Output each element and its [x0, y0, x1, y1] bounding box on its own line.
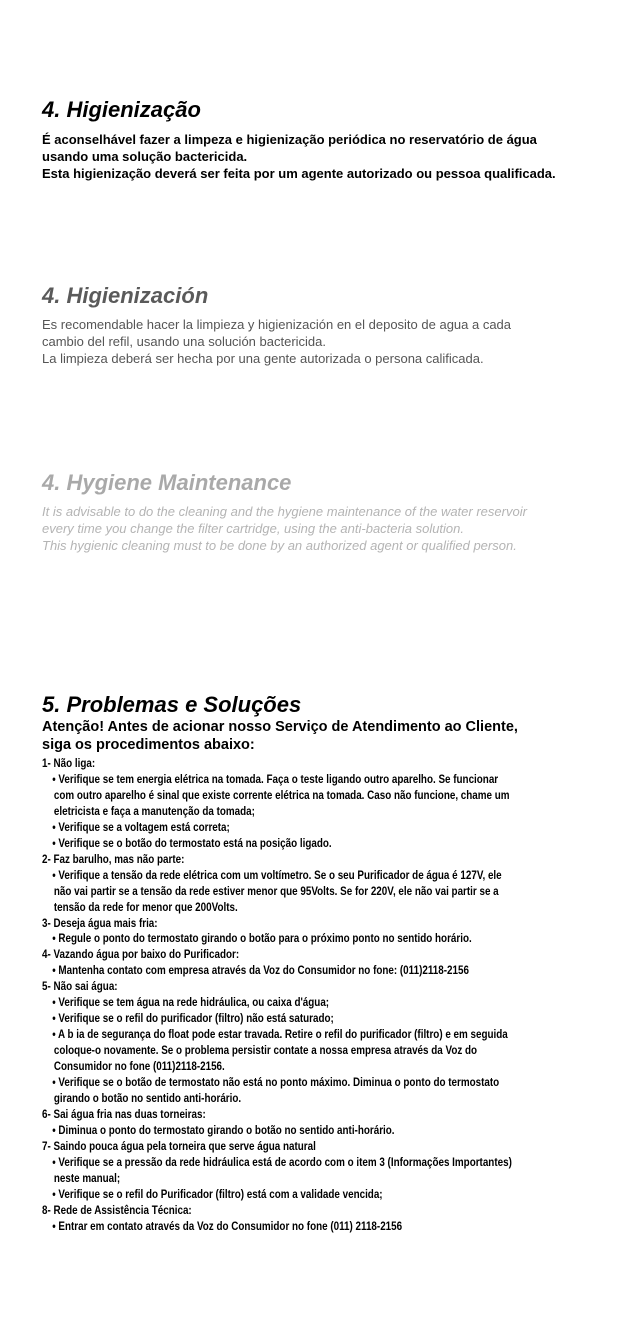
problem-item [42, 756, 586, 852]
problem-heading: 5- Não sai água: [42, 980, 118, 994]
text-line: every time you change the filter cartridge, using the anti-bacteria solution. [42, 521, 465, 536]
solution-line: com outro aparelho é sinal que existe corrente elétrica na tomada. Caso não funcione, chame um [53, 788, 510, 802]
problems-title: 5. Problemas e Soluções [42, 692, 302, 717]
problem-heading: 2- Faz barulho, mas não parte: [42, 852, 185, 866]
solution-line: • Verifique se o botão de termostato não está no ponto máximo. Diminua o ponto do termostato [52, 1076, 500, 1090]
solution-line: • Verifique se tem energia elétrica na tomada. Faça o teste ligando outro aparelho. Se funcionar [52, 772, 499, 786]
problem-heading: 3- Deseja água mais fria: [42, 916, 158, 930]
section-body-en [42, 503, 602, 554]
section-body-pt [42, 131, 602, 182]
problem-item [42, 852, 586, 916]
solution-line: • Verifique se o refil do purificador (filtro) não está saturado; [52, 1012, 334, 1026]
solution-line: • Verifique se a pressão da rede hidráulica está de acordo com o item 3 (Informações Importantes) [52, 1155, 512, 1169]
text-line: La limpieza deberá ser hecha por una gente autorizada o persona calificada. [42, 351, 484, 366]
text-line: Esta higienização deverá ser feita por um agente autorizado ou pessoa qualificada. [42, 166, 556, 181]
text-line: cambio del refil, usando una solución bactericida. [42, 334, 327, 349]
solution-line: eletricista e faça a manutenção da tomada; [53, 804, 255, 818]
section-title-en: 4. Hygiene Maintenance [42, 470, 292, 495]
solution-line: girando o botão no sentido anti-horário. [53, 1092, 242, 1106]
solution-line: • Diminua o ponto do termostato girando o botão no sentido anti-horário. [52, 1123, 395, 1137]
solution-line: • Mantenha contato com empresa através da Voz do Consumidor no fone: (011)2118-2156 [52, 964, 469, 978]
problem-item [42, 947, 586, 979]
problem-item [42, 979, 586, 1107]
text-line: It is advisable to do the cleaning and the hygiene maintenance of the water reservoir [42, 504, 527, 519]
problem-heading: 6- Sai água fria nas duas torneiras: [42, 1107, 206, 1121]
problem-heading: 8- Rede de Assistência Técnica: [42, 1203, 192, 1217]
text-line: Atenção! Antes de acionar nosso Serviço de Atendimento ao Cliente, [42, 719, 518, 735]
text-line: This hygienic cleaning must to be done by an authorized agent or qualified person. [42, 538, 517, 553]
text-line: siga os procedimentos abaixo: [42, 737, 255, 753]
solution-line: • Entrar em contato através da Voz do Consumidor no fone (011) 2118-2156 [52, 1219, 403, 1233]
section-title-es: 4. Higienización [42, 283, 209, 308]
text-line: É aconselhável fazer a limpeza e higienização periódica no reservatório de água [42, 132, 537, 147]
text-line: usando uma solução bactericida. [42, 149, 248, 164]
solution-line: Consumidor no fone (011)2118-2156. [53, 1060, 225, 1074]
solution-line: coloque-o novamente. Se o problema persistir contate a nossa empresa através da Voz do [53, 1044, 478, 1058]
problem-item [42, 1203, 586, 1235]
solution-line: não vai partir se a tensão da rede estiver menor que 95Volts. Se for 220V, ele não vai partir se a [53, 884, 499, 898]
solution-line: • Regule o ponto do termostato girando o botão para o próximo ponto no sentido horário. [52, 932, 472, 946]
problem-item [42, 916, 586, 948]
solution-line: • Verifique a tensão da rede elétrica com um voltímetro. Se o seu Purificador de água é 127V, ele [52, 868, 502, 882]
solution-line: • Verifique se o botão do termostato está na posição ligado. [52, 836, 332, 850]
problems-list [42, 756, 586, 1235]
solution-line: neste manual; [53, 1171, 121, 1185]
problem-item [42, 1139, 586, 1203]
solution-line: tensão da rede for menor que 200Volts. [53, 900, 238, 914]
problem-heading: 4- Vazando água por baixo do Purificador: [42, 948, 240, 962]
solution-line: • Verifique se a voltagem está correta; [52, 820, 230, 834]
text-line: Es recomendable hacer la limpieza y higienización en el deposito de agua a cada [42, 317, 512, 332]
section-title-pt: 4. Higienização [42, 97, 201, 122]
section-body-es [42, 316, 602, 367]
solution-line: • Verifique se o refil do Purificador (filtro) está com a validade vencida; [52, 1187, 383, 1201]
problem-item [42, 1107, 586, 1139]
solution-line: • Verifique se tem água na rede hidráulica, ou caixa d'água; [52, 996, 330, 1010]
solution-line: • A b ia de segurança do float pode estar travada. Retire o refil do purificador (filtro) e em seguida [52, 1028, 508, 1042]
warning-notice [42, 718, 518, 754]
problem-heading: 7- Saindo pouca água pela torneira que serve água natural [42, 1139, 316, 1153]
problem-heading: 1- Não liga: [42, 757, 96, 770]
